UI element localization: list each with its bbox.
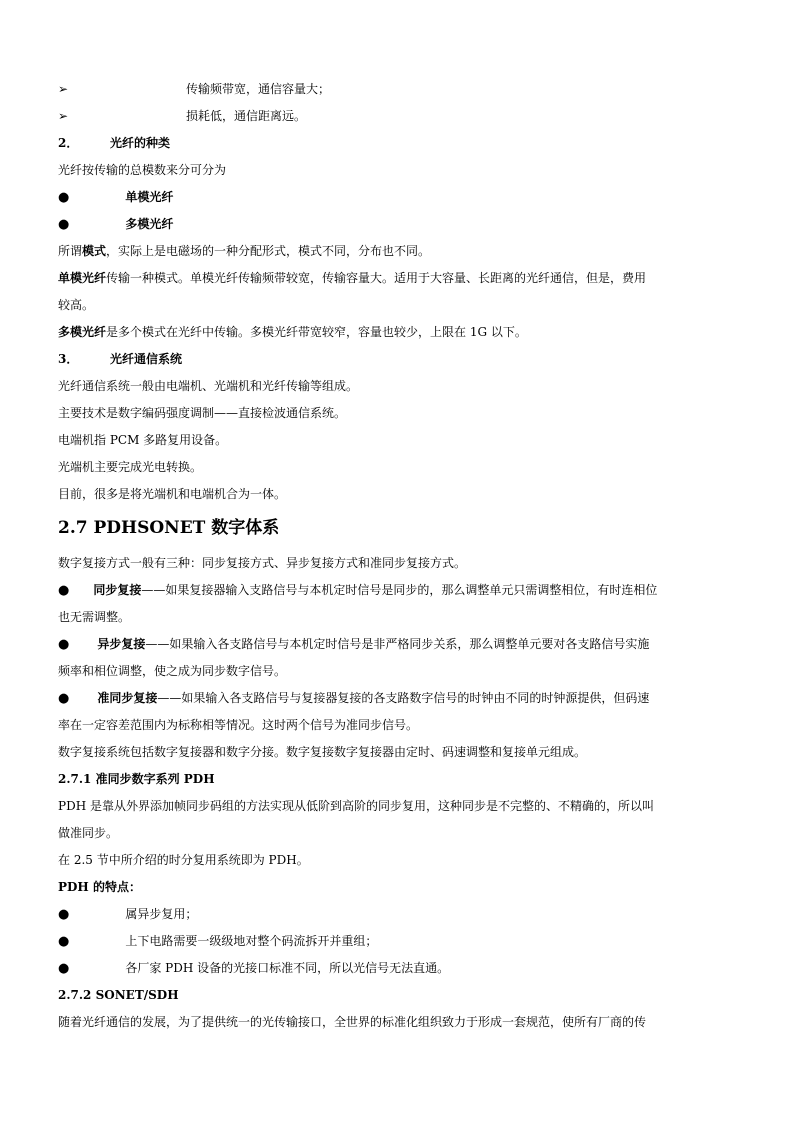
arrow-bullet-icon: ➢ — [58, 82, 69, 96]
paragraph: 随着光纤通信的发展，为了提供统一的光传输接口，全世界的标准化组织致力于形成一套规范，使所有厂商的传 — [58, 1015, 647, 1029]
bullet-icon: ● — [58, 637, 70, 652]
paragraph: PDH 是靠从外界添加帧同步码组的方法实现从低阶到高阶的同步复用，这种同步是不完整的、不精确的，所以叫 — [58, 799, 654, 813]
bullet-item: ● 准同步复接——如果输入各支路信号与复接器复接的各支路数字信号的时钟由不同的时钟源提供，但码速 — [58, 691, 650, 706]
arrow-list-item: ➢ 传输频带宽，通信容量大； — [58, 82, 331, 96]
bullet-icon: ● — [58, 583, 70, 598]
section-heading: 3． 光纤通信系统 — [58, 352, 183, 366]
bullet-icon: ● — [58, 190, 70, 205]
paragraph: 所谓模式，实际上是电磁场的一种分配形式，模式不同，分布也不同。 — [58, 244, 431, 258]
paragraph: 单模光纤传输一种模式。单模光纤传输频带较宽，传输容量大。适用于大容量、长距离的光纤通信，但是，费用 — [58, 271, 647, 285]
paragraph: 光纤通信系统一般由电端机、光端机和光纤传输等组成。 — [58, 379, 359, 393]
bullet-item: ● 上下电路需要一级级地对整个码流拆开并重组； — [58, 934, 378, 949]
paragraph-continuation: 率在一定容差范围内为标称相等情况。这时两个信号为准同步信号。 — [58, 718, 419, 732]
bullet-icon: ● — [58, 907, 70, 922]
paragraph: 主要技术是数字编码强度调制——直接检波通信系统。 — [58, 406, 347, 420]
paragraph-continuation: 较高。 — [58, 298, 95, 312]
paragraph-continuation: 也无需调整。 — [58, 610, 131, 624]
bullet-icon: ● — [58, 961, 70, 976]
bullet-icon: ● — [58, 691, 70, 706]
arrow-list-item: ➢ 损耗低，通信距离远。 — [58, 109, 307, 123]
paragraph: 目前，很多是将光端机和电端机合为一体。 — [58, 487, 287, 501]
paragraph-continuation: 做准同步。 — [58, 826, 119, 840]
section-heading: 2． 光纤的种类 — [58, 136, 171, 150]
bullet-item: ● 多模光纤 — [58, 217, 174, 232]
feature-title: PDH 的特点： — [58, 880, 141, 894]
paragraph: 光端机主要完成光电转换。 — [58, 460, 203, 474]
bullet-item: ● 异步复接——如果输入各支路信号与本机定时信号是非严格同步关系，那么调整单元要对各支路信号实施 — [58, 637, 650, 652]
bullet-icon: ● — [58, 217, 70, 232]
paragraph-continuation: 频率和相位调整，使之成为同步数字信号。 — [58, 664, 287, 678]
paragraph: 数字复接方式一般有三种：同步复接方式、异步复接方式和准同步复接方式。 — [58, 556, 467, 570]
paragraph: 数字复接系统包括数字复接器和数字分接。数字复接数字复接器由定时、码速调整和复接单元组成。 — [58, 745, 587, 759]
subsection-heading: 2.7.2 SONET/SDH — [58, 988, 179, 1002]
paragraph: 电端机指 PCM 多路复用设备。 — [58, 433, 228, 447]
paragraph: 在 2.5 节中所介绍的时分复用系统即为 PDH。 — [58, 853, 309, 867]
chapter-heading: 2.7 PDHSONET 数字体系 — [58, 518, 280, 538]
arrow-bullet-icon: ➢ — [58, 109, 69, 123]
paragraph: 光纤按传输的总模数来分可分为 — [58, 163, 227, 177]
paragraph: 多模光纤是多个模式在光纤中传输。多模光纤带宽较窄，容量也较少，上限在 1G 以下。 — [58, 325, 527, 339]
subsection-heading: 2.7.1 准同步数字系列 PDH — [58, 772, 215, 786]
bullet-icon: ● — [58, 934, 70, 949]
bullet-item: ● 各厂家 PDH 设备的光接口标准不同，所以光信号无法直通。 — [58, 961, 450, 976]
bullet-item: ● 单模光纤 — [58, 190, 174, 205]
bullet-item: ● 同步复接——如果复接器输入支路信号与本机定时信号是同步的，那么调整单元只需调整相位，有时连相位 — [58, 583, 658, 598]
bullet-item: ● 属异步复用； — [58, 907, 198, 922]
